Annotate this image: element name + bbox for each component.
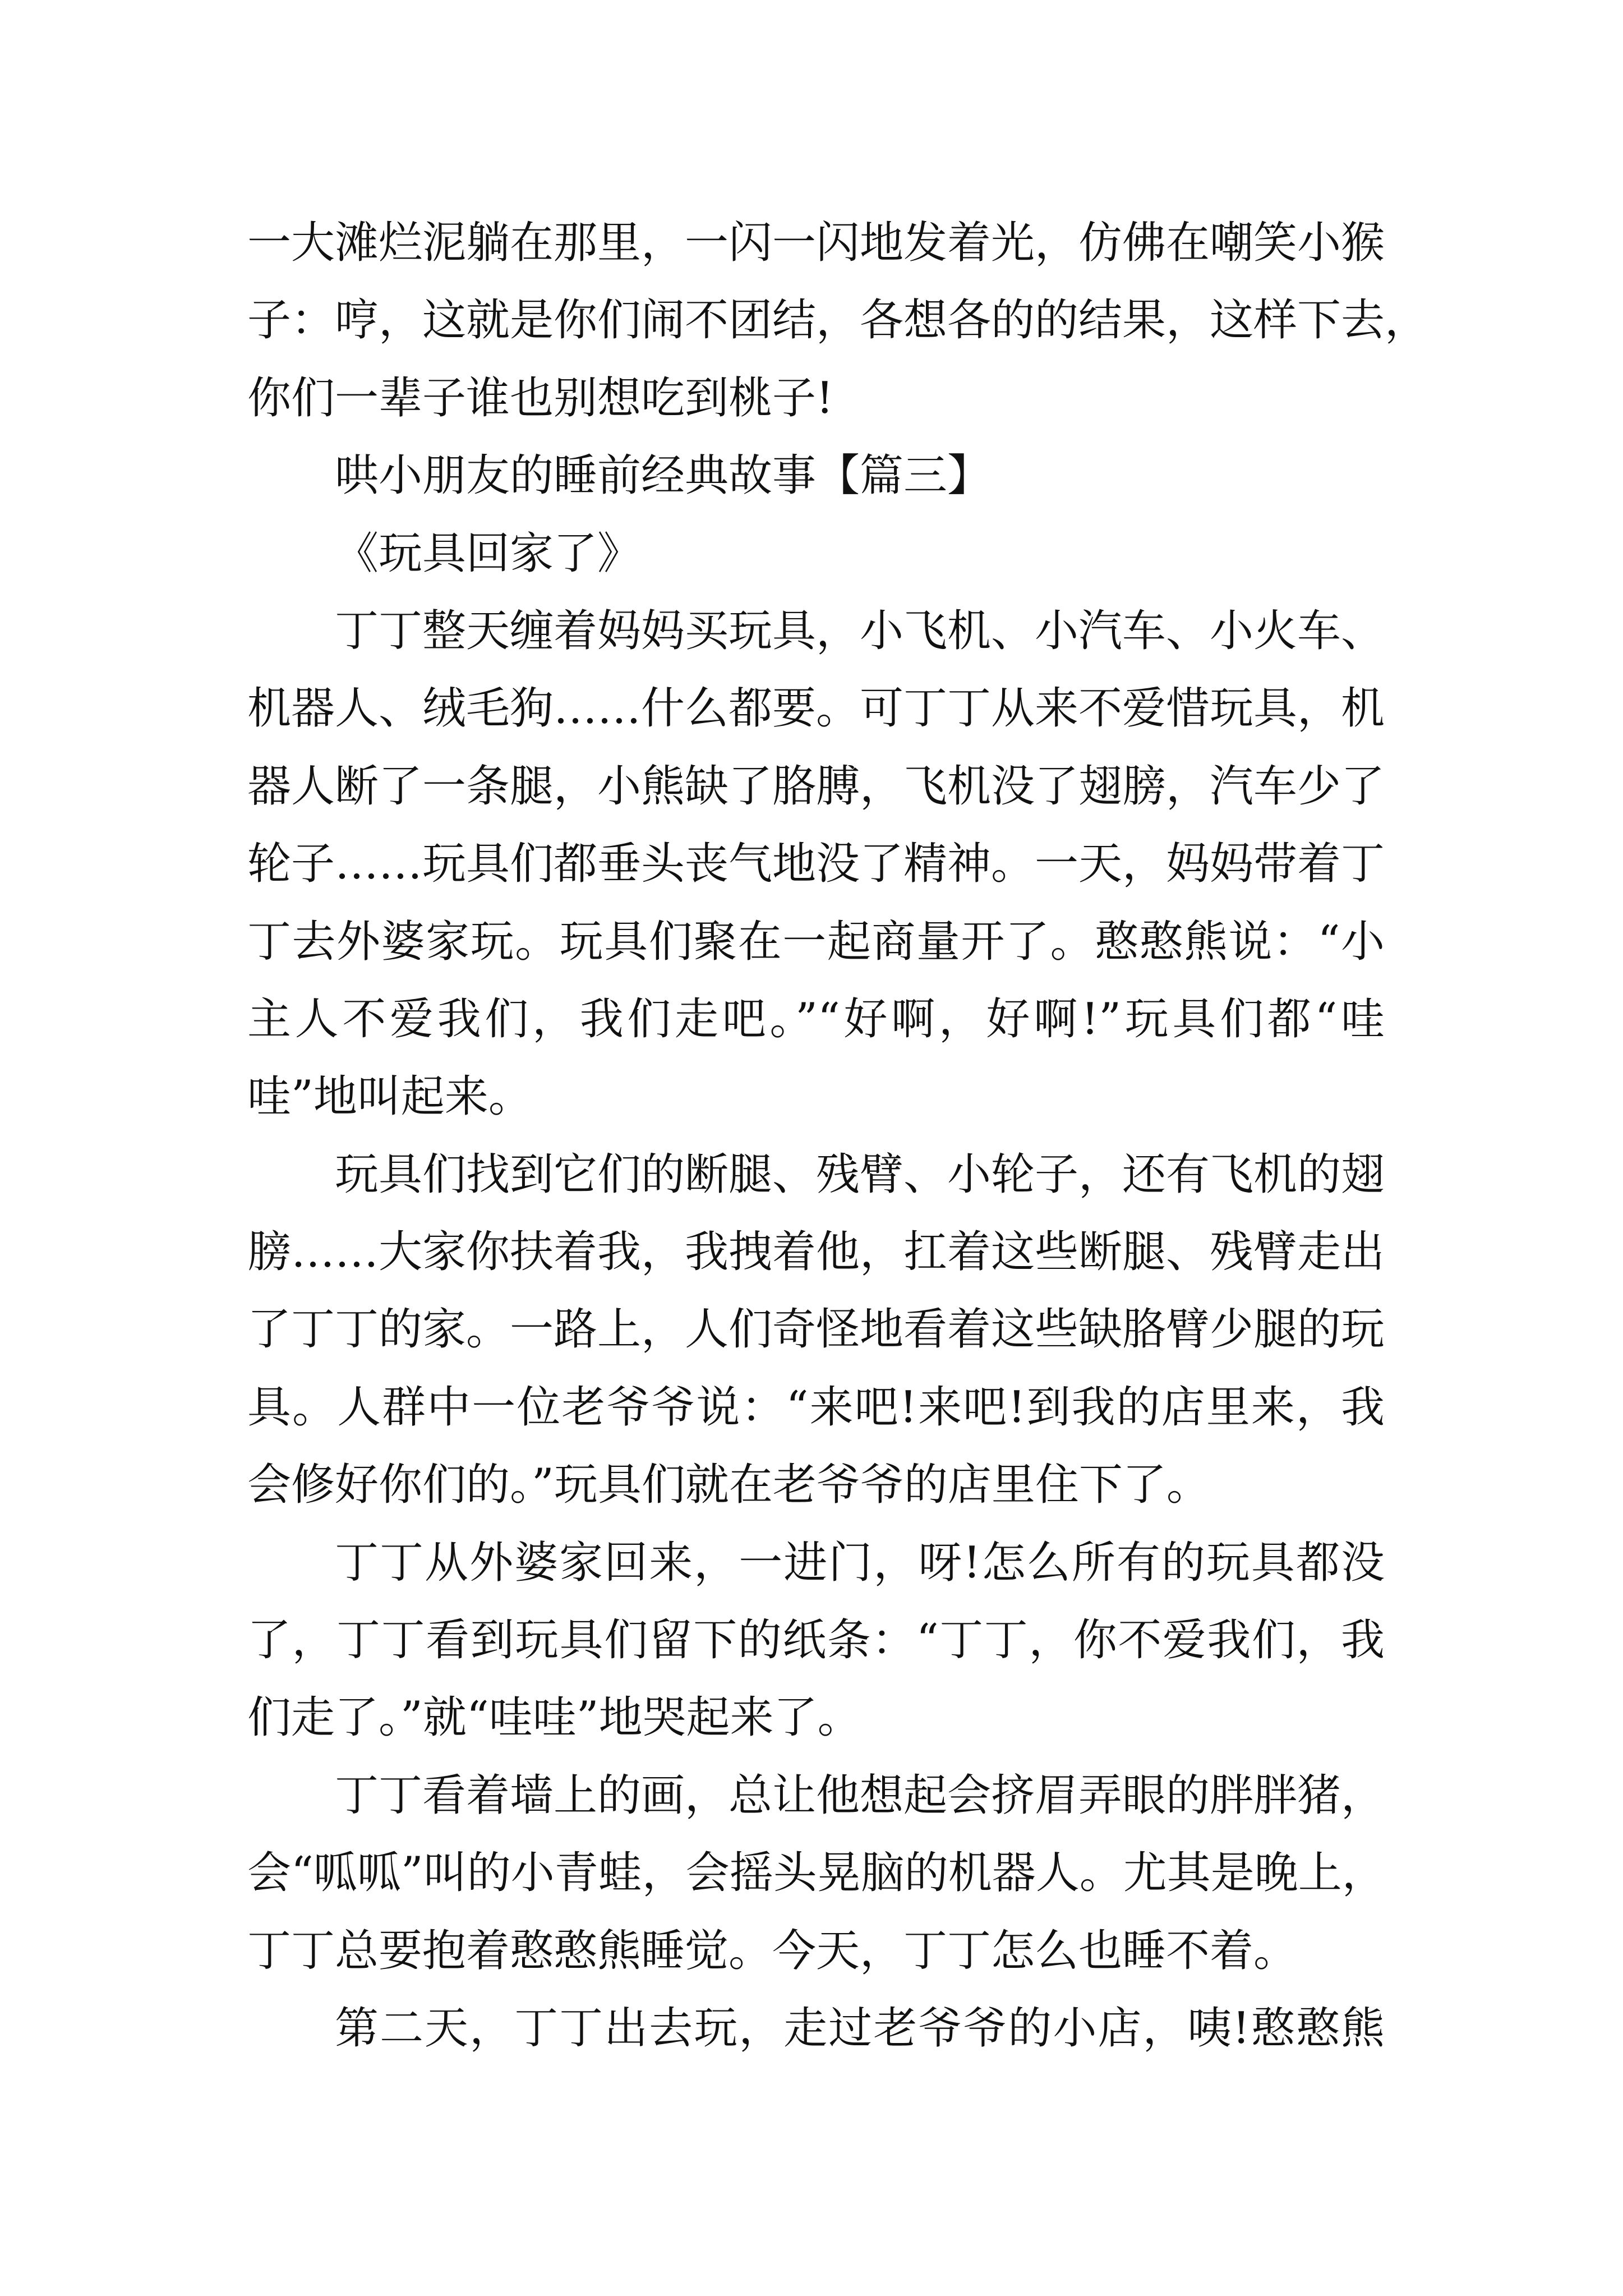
text-line: 膀……大家你扶着我，我拽着他，扛着这些断腿、残臂走出 (247, 1227, 1385, 1278)
text-line: 丁丁从外婆家回来，一进门，呀!怎么所有的玩具都没 (335, 1537, 1385, 1588)
text-line: 玩具们找到它们的断腿、残臂、小轮子，还有飞机的翅 (335, 1149, 1385, 1200)
text-line: 丁丁总要抱着憨憨熊睡觉。今天，丁丁怎么也睡不着。 (247, 1925, 1298, 1976)
text-line: 器人断了一条腿，小熊缺了胳膊，飞机没了翅膀，汽车少了 (247, 761, 1385, 812)
text-line: 丁丁整天缠着妈妈买玩具，小飞机、小汽车、小火车、 (335, 605, 1385, 656)
text-line: 们走了。”就“哇哇”地哭起来了。 (247, 1692, 861, 1743)
paragraph (247, 1990, 1385, 2067)
paragraph (247, 592, 1385, 1136)
text-line: 一大滩烂泥躺在那里，一闪一闪地发着光，仿佛在嘲笑小猴 (247, 218, 1385, 268)
text-line: 会“呱呱”叫的小青蛙，会摇头晃脑的机器人。尤其是晚上， (247, 1848, 1386, 1899)
text-line: 哇”地叫起来。 (247, 1071, 532, 1122)
text-line: 主人不爱我们，我们走吧。”“好啊，好啊!”玩具们都“哇 (247, 993, 1385, 1045)
text-line: 第二天，丁丁出去玩，走过老爷爷的小店，咦!憨憨熊 (335, 2003, 1385, 2054)
continued-paragraph (247, 204, 1429, 437)
text-line: 子：哼，这就是你们闹不团结，各想各的的结果，这样下去， (247, 295, 1429, 346)
text-line: 机器人、绒毛狗……什么都要。可丁丁从来不爱惜玩具，机 (247, 683, 1385, 734)
text-line: 具。人群中一位老爷爷说：“来吧!来吧!到我的店里来，我 (247, 1382, 1385, 1433)
text-line: 丁去外婆家玩。玩具们聚在一起商量开了。憨憨熊说：“小 (247, 916, 1385, 967)
text-line: 了丁丁的家。一路上，人们奇怪地看着这些缺胳臂少腿的玩 (247, 1304, 1385, 1355)
story-title: 《玩具回家了》 (335, 528, 642, 579)
section-heading: 哄小朋友的睡前经典故事【篇三】 (335, 450, 992, 501)
text-line: 会修好你们的。”玩具们就在老爷爷的店里住下了。 (247, 1460, 1210, 1511)
paragraph (247, 1136, 1385, 1524)
text-line: 轮子……玩具们都垂头丧气地没了精神。一天，妈妈带着丁 (247, 839, 1385, 890)
paragraph (247, 1757, 1385, 1990)
text-line: 了，丁丁看到玩具们留下的纸条：“丁丁，你不爱我们，我 (247, 1615, 1385, 1666)
text-line: 你们一辈子谁也别想吃到桃子! (247, 372, 834, 424)
text-line: 丁丁看着墙上的画，总让他想起会挤眉弄眼的胖胖猪， (335, 1770, 1385, 1821)
paragraph (247, 1524, 1385, 1757)
body-text (247, 204, 1429, 2067)
